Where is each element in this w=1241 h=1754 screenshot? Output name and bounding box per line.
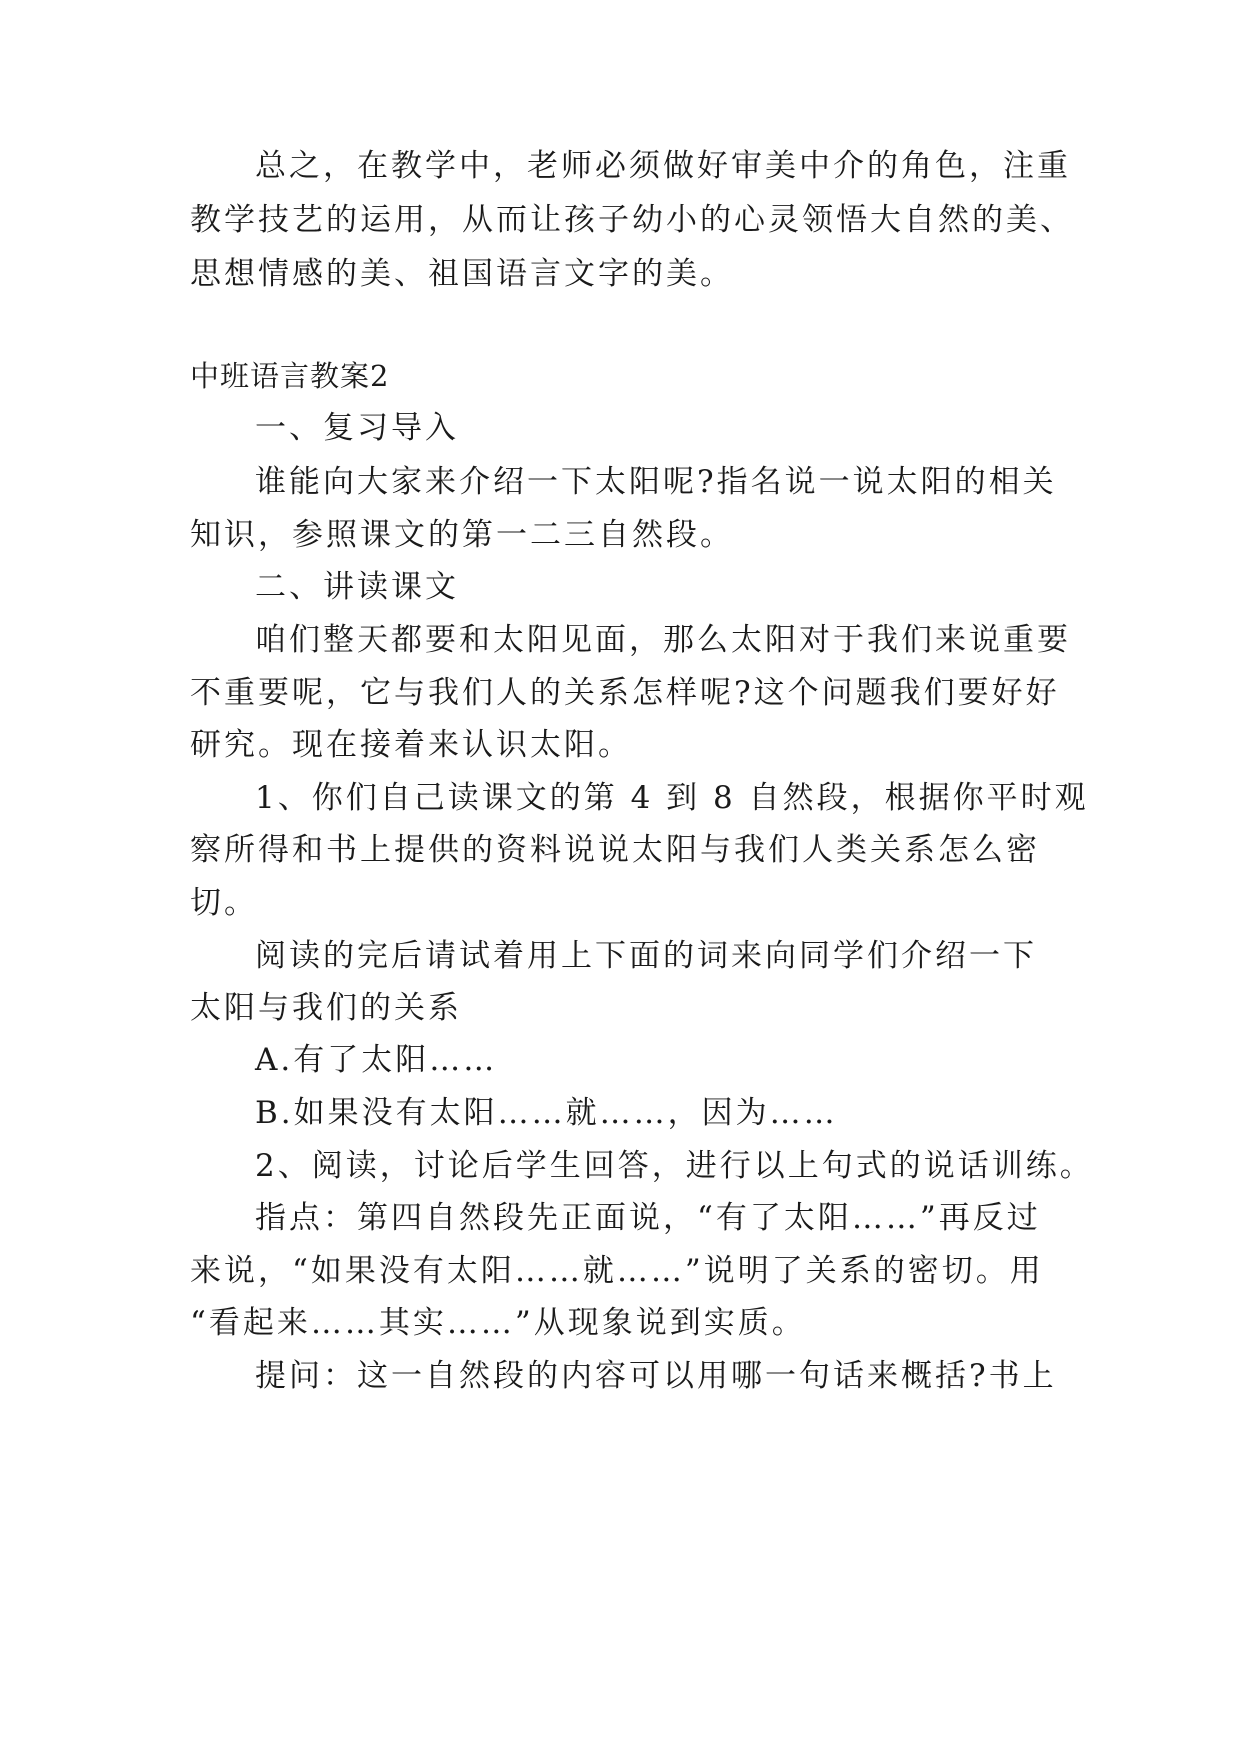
paragraph-line: 提问：这一自然段的内容可以用哪一句话来概括?书上 xyxy=(255,1358,1057,1394)
paragraph-line: 1、你们自己读课文的第 4 到 8 自然段，根据你平时观 xyxy=(255,780,1089,816)
paragraph-line: “看起来……其实……”从现象说到实质。 xyxy=(190,1305,806,1341)
paragraph-line: 思想情感的美、祖国语言文字的美。 xyxy=(190,256,734,292)
paragraph-line: 指点：第四自然段先正面说，“有了太阳……”再反过 xyxy=(255,1200,1041,1236)
paragraph-line: 研究。现在接着来认识太阳。 xyxy=(190,727,632,763)
paragraph-line: 不重要呢，它与我们人的关系怎样呢?这个问题我们要好好 xyxy=(190,675,1060,711)
paragraph-line: 总之，在教学中，老师必须做好审美中介的角色，注重 xyxy=(255,148,1071,184)
paragraph-line: 谁能向大家来介绍一下太阳呢?指名说一说太阳的相关 xyxy=(255,464,1057,500)
section-title: 中班语言教案2 xyxy=(190,359,390,393)
paragraph-line: 2、阅读，讨论后学生回答，进行以上句式的说话训练。 xyxy=(255,1148,1094,1184)
paragraph-line: 知识，参照课文的第一二三自然段。 xyxy=(190,517,734,553)
paragraph-line: 阅读的完后请试着用上下面的词来向同学们介绍一下 xyxy=(255,938,1037,974)
paragraph-line: 太阳与我们的关系 xyxy=(190,990,462,1026)
paragraph-line: 察所得和书上提供的资料说说太阳与我们人类关系怎么密 xyxy=(190,832,1040,868)
section-heading: 二、讲读课文 xyxy=(255,569,459,605)
list-item: B.如果没有太阳……就……，因为…… xyxy=(255,1095,838,1131)
list-item: A.有了太阳…… xyxy=(255,1042,498,1078)
section-heading: 一、复习导入 xyxy=(255,410,459,446)
paragraph-line: 来说，“如果没有太阳……就……”说明了关系的密切。用 xyxy=(190,1253,1044,1289)
paragraph-line: 教学技艺的运用，从而让孩子幼小的心灵领悟大自然的美、 xyxy=(190,202,1074,238)
paragraph-line: 咱们整天都要和太阳见面，那么太阳对于我们来说重要 xyxy=(255,622,1071,658)
paragraph-line: 切。 xyxy=(190,885,258,921)
